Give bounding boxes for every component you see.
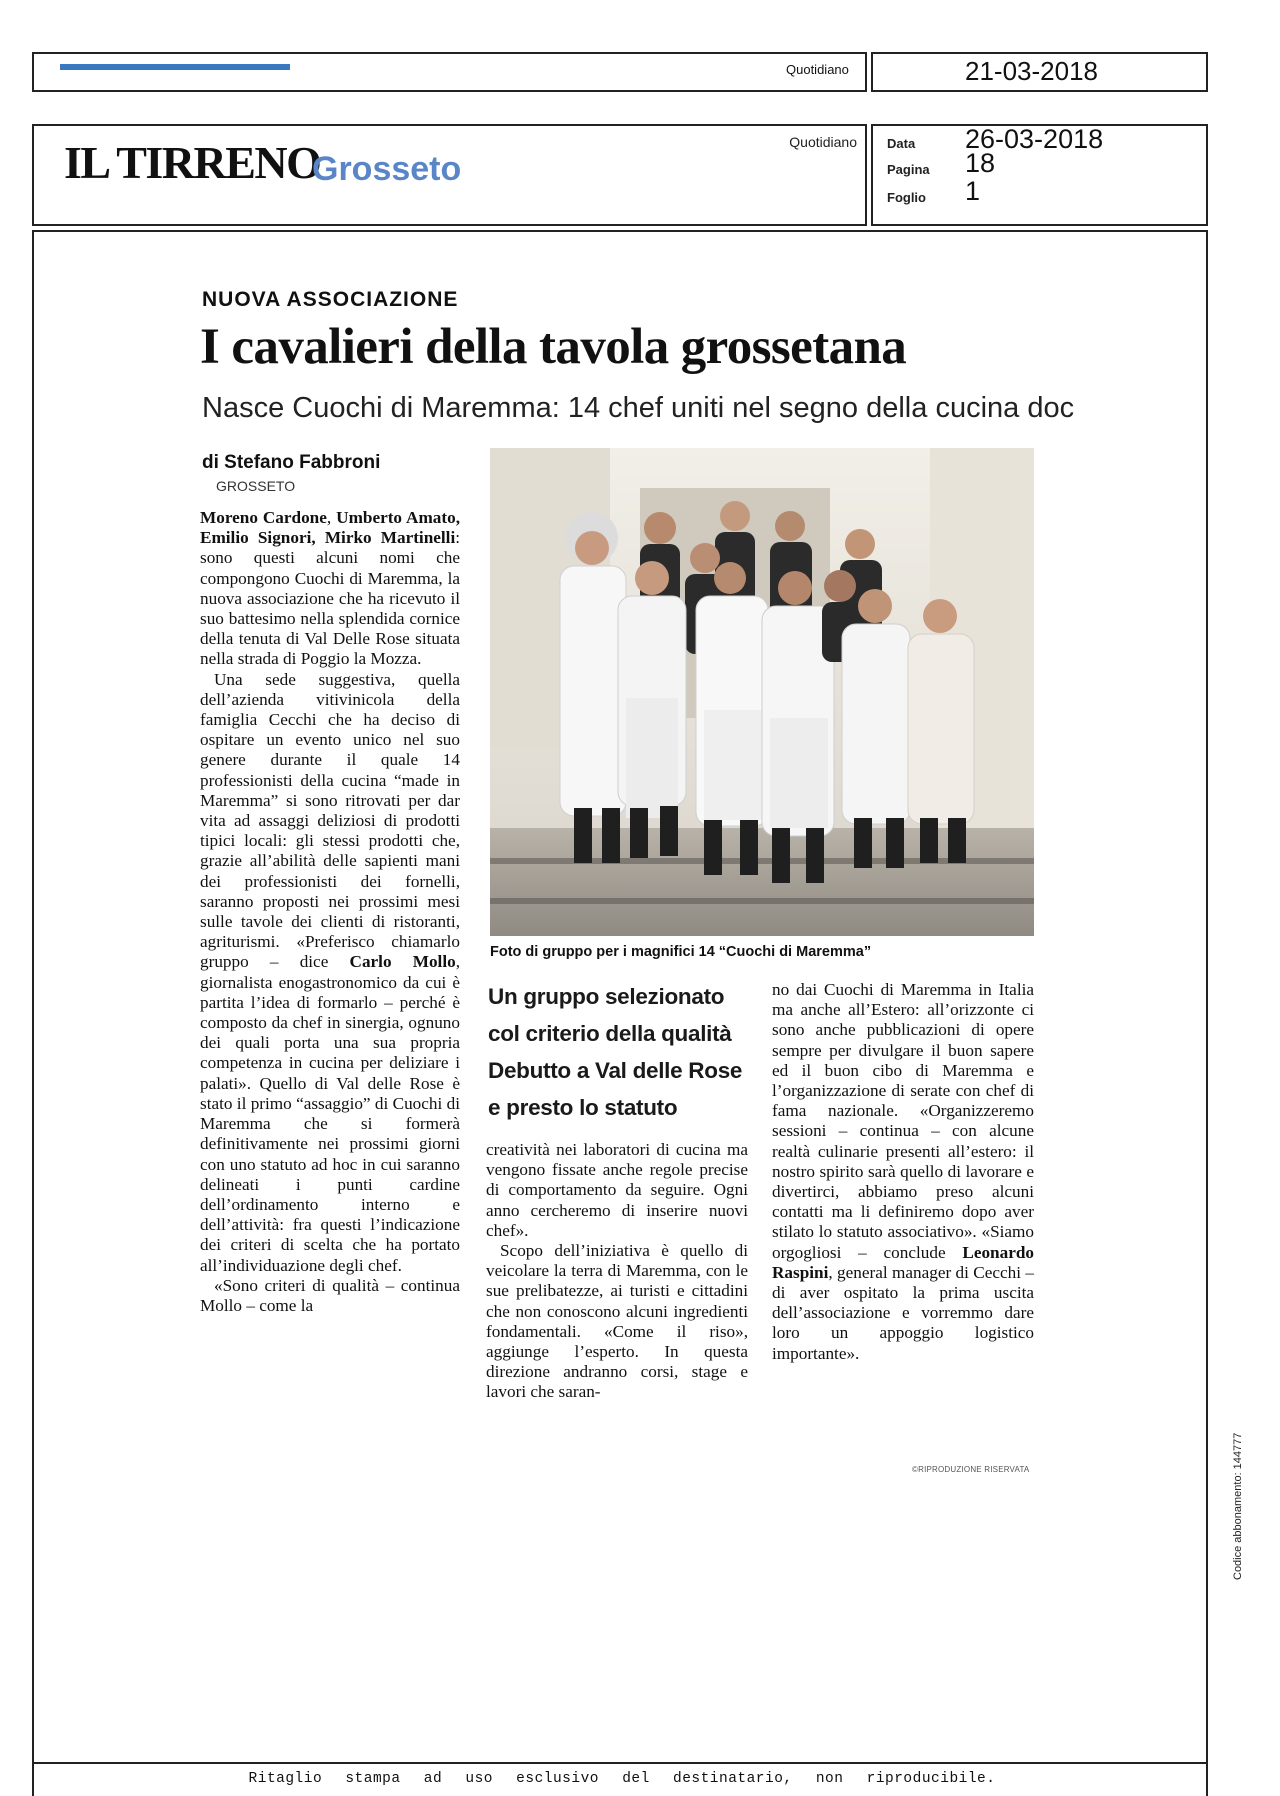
group-photo	[490, 448, 1034, 936]
article-column-1	[200, 508, 460, 1316]
paragraph-2-text-a: Una sede suggestiva, quella dell’azienda vitivinicola della famiglia Cecchi che ha deciso di ospitare un evento unico nel suo genere durante il quale 14 professionisti della cucina “made in Maremma” si sono ritrovati per dar vita ad assaggi deliziosi di prodotti tipici locali: gli stessi prodotti che, grazie all’abilità delle sapienti mani dei professionisti dei fornelli, saranno proposti nei prossimi mesi sulle tavole dei clienti di ristoranti, agriturismi. «Preferisco chiamarlo gruppo – dice	[200, 669, 460, 972]
edition-name: Grosseto	[312, 150, 462, 188]
masthead-box	[32, 124, 867, 226]
previous-clipping-strip	[0, 0, 1280, 86]
paragraph-lead	[200, 508, 460, 670]
meta-box	[871, 124, 1208, 226]
footer-box	[32, 1762, 1208, 1796]
chefs-photo-illustration	[490, 448, 1034, 936]
pull-quote	[488, 978, 758, 1126]
person-leonardo-raspini: Leonardo Raspini	[772, 1242, 1034, 1282]
paragraph-5: Scopo dell’iniziativa è quello di veicolare la terra di Maremma, con le sue prelibatezze, ai turisti e cittadini che non conoscono alcuni ingredienti fondamentali. «Come il riso», aggiunge l’esperto. In questa direzione andranno corsi, stage e lavori che saran-	[486, 1241, 748, 1402]
periodicity: Quotidiano	[789, 134, 857, 150]
paragraph-6-text-a: no dai Cuochi di Maremma in Italia ma anche all’Estero: all’orizzonte ci sono anche pubblicazioni di opere sempre per divulgare il buon sapere ed il buon cibo di Maremma e l’organizzazione di serate con chef di fama nazionale. «Organizzeremo sessioni – continua – con alcune realtà culinarie presenti all’estero: il nostro spirito sarà quello di lavorare e divertirci, abbiamo preso alcuni contatti ma li definiremo dopo aver stilato lo statuto associativo». «Siamo orgogliosi – conclude	[772, 980, 1034, 1262]
paragraph-6-text-b: , general manager di Cecchi – di aver ospitato la prima uscita dell’associazione e vorremmo dare loro un appoggio logistico importante».	[772, 1262, 1034, 1363]
article-column-3	[772, 980, 1034, 1364]
masthead: IL TIRRENO	[64, 137, 321, 188]
article-column-2	[486, 1140, 748, 1403]
paragraph-6	[772, 980, 1034, 1364]
lead-names-2: Umberto Amato, Emilio Signori, Mirko Martinelli	[200, 508, 460, 548]
date-label: Data	[887, 136, 916, 151]
date-value: 26-03-2018	[965, 124, 1104, 154]
dateline: GROSSETO	[216, 478, 296, 494]
pull-quote-line-2: col criterio della qualità	[488, 1021, 732, 1046]
lead-names: Moreno Cardone	[200, 508, 327, 527]
headline: I cavalieri della tavola grossetana	[200, 319, 907, 375]
lead-text: : sono questi alcuni nomi che compongono Cuochi di Maremma, la nuova associazione che ha ricevuto il suo battesimo nella splendida cornice della tenuta di Val Delle Rose situata nella strada di Poggio la Mozza.	[200, 528, 460, 669]
person-carlo-mollo: Carlo Mollo	[349, 952, 456, 972]
footer-notice: Ritaglio stampa ad uso esclusivo del destinatario, non riproducibile.	[248, 1771, 996, 1787]
rights-notice: ©RIPRODUZIONE RISERVATA	[912, 1465, 1030, 1474]
previous-periodicity: Quotidiano	[786, 62, 849, 77]
previous-header-left	[32, 52, 867, 92]
subscription-code: Codice abbonamento: 144777	[1232, 1432, 1244, 1580]
pull-quote-line-1: Un gruppo selezionato	[488, 984, 725, 1009]
paragraph-2	[200, 670, 460, 1276]
paragraph-4: creatività nei laboratori di cucina ma vengono fissate anche regole precise di comportamento da seguire. Ogni anno cercheremo di inserire nuovi chef».	[486, 1140, 748, 1240]
subheadline: Nasce Cuochi di Maremma: 14 chef uniti nel segno della cucina doc	[202, 392, 1075, 424]
lead-separator: ,	[326, 508, 337, 527]
pull-quote-line-3: Debutto a Val delle Rose	[488, 1058, 743, 1083]
kicker: NUOVA ASSOCIAZIONE	[202, 288, 459, 311]
sheet-label: Foglio	[887, 190, 926, 205]
photo-caption: Foto di gruppo per i magnifici 14 “Cuochi di Maremma”	[490, 944, 872, 960]
paragraph-2-text-b: , giornalista enogastronomico da cui è partita l’idea di formarlo – perché è composto da chef in sinergia, ognuno dei quali porta una sua propria competenza in cucina per deliziare i palati». Quello di Val delle Rose è stato il primo “assaggio” di Cuochi di Maremma che si formerà definitivamente nei prossimi giorni con uno statuto ad hoc in cui saranno delineati i punti cardine dell’ordinamento interno e dell’attività: fra questi l’indicazione dei criteri di scelta che ha portato all’individuazione degli chef.	[200, 952, 460, 1275]
sheet-value: 1	[965, 176, 981, 206]
previous-masthead-fragment	[60, 64, 290, 70]
page-label: Pagina	[887, 162, 930, 177]
byline: di Stefano Fabbroni	[202, 452, 381, 473]
previous-date: 21-03-2018	[965, 56, 1098, 86]
paragraph-3: «Sono criteri di qualità – continua Mollo – come la	[200, 1275, 460, 1315]
pull-quote-line-4: e presto lo statuto	[488, 1095, 678, 1120]
page-value: 18	[965, 148, 996, 178]
